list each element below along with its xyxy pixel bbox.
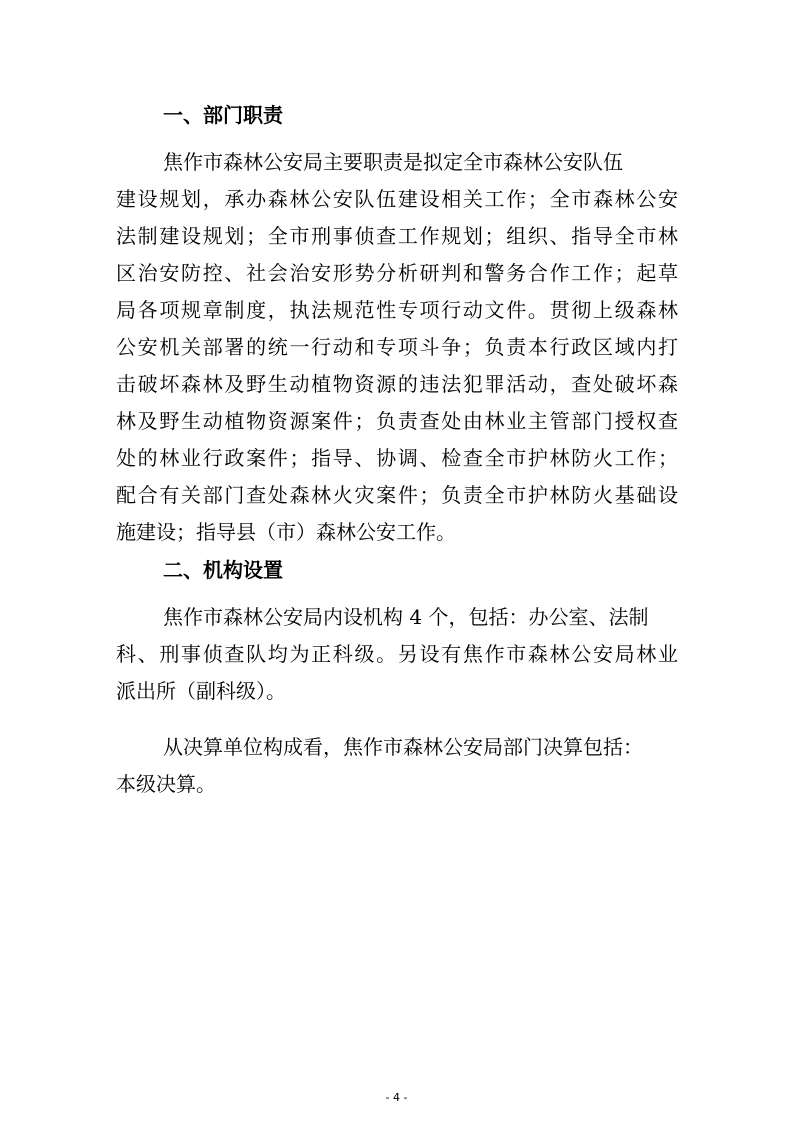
paragraph-line: 局各项规章制度，执法规范性专项行动文件。贯彻上级森林 [116,298,678,322]
paragraph-line: 公安机关部署的统一行动和专项斗争；负责本行政区域内打 [116,335,678,359]
page-number: - 4 - [385,1091,408,1104]
paragraph-line: 击破坏森林及野生动植物资源的违法犯罪活动，查处破坏森 [116,372,678,396]
section-heading-duties: 一、部门职责 [163,103,283,127]
section-heading-structure: 二、机构设置 [163,558,283,582]
paragraph-line: 焦作市森林公安局内设机构 4 个，包括：办公室、法制 [163,605,649,629]
paragraph-line: 配合有关部门查处森林火灾案件；负责全市护林防火基础设 [116,483,678,507]
paragraph-line: 科、刑事侦查队均为正科级。另设有焦作市森林公安局林业 [116,642,678,666]
paragraph-line: 林及野生动植物资源案件；负责查处由林业主管部门授权查 [116,409,678,433]
paragraph-line: 焦作市森林公安局主要职责是拟定全市森林公安队伍 [163,150,623,174]
paragraph-line: 法制建设规划；全市刑事侦查工作规划；组织、指导全市林 [116,224,678,248]
paragraph-line: 本级决算。 [116,772,216,796]
paragraph-line: 派出所（副科级）。 [116,679,286,703]
paragraph-line: 施建设；指导县（市）森林公安工作。 [116,520,456,544]
paragraph-line: 区治安防控、社会治安形势分析研判和警务合作工作；起草 [116,261,678,285]
paragraph-line: 建设规划，承办森林公安队伍建设相关工作；全市森林公安 [116,187,678,211]
paragraph-line: 处的林业行政案件；指导、协调、检查全市护林防火工作； [116,446,678,470]
paragraph-line: 从决算单位构成看，焦作市森林公安局部门决算包括： [163,735,643,759]
